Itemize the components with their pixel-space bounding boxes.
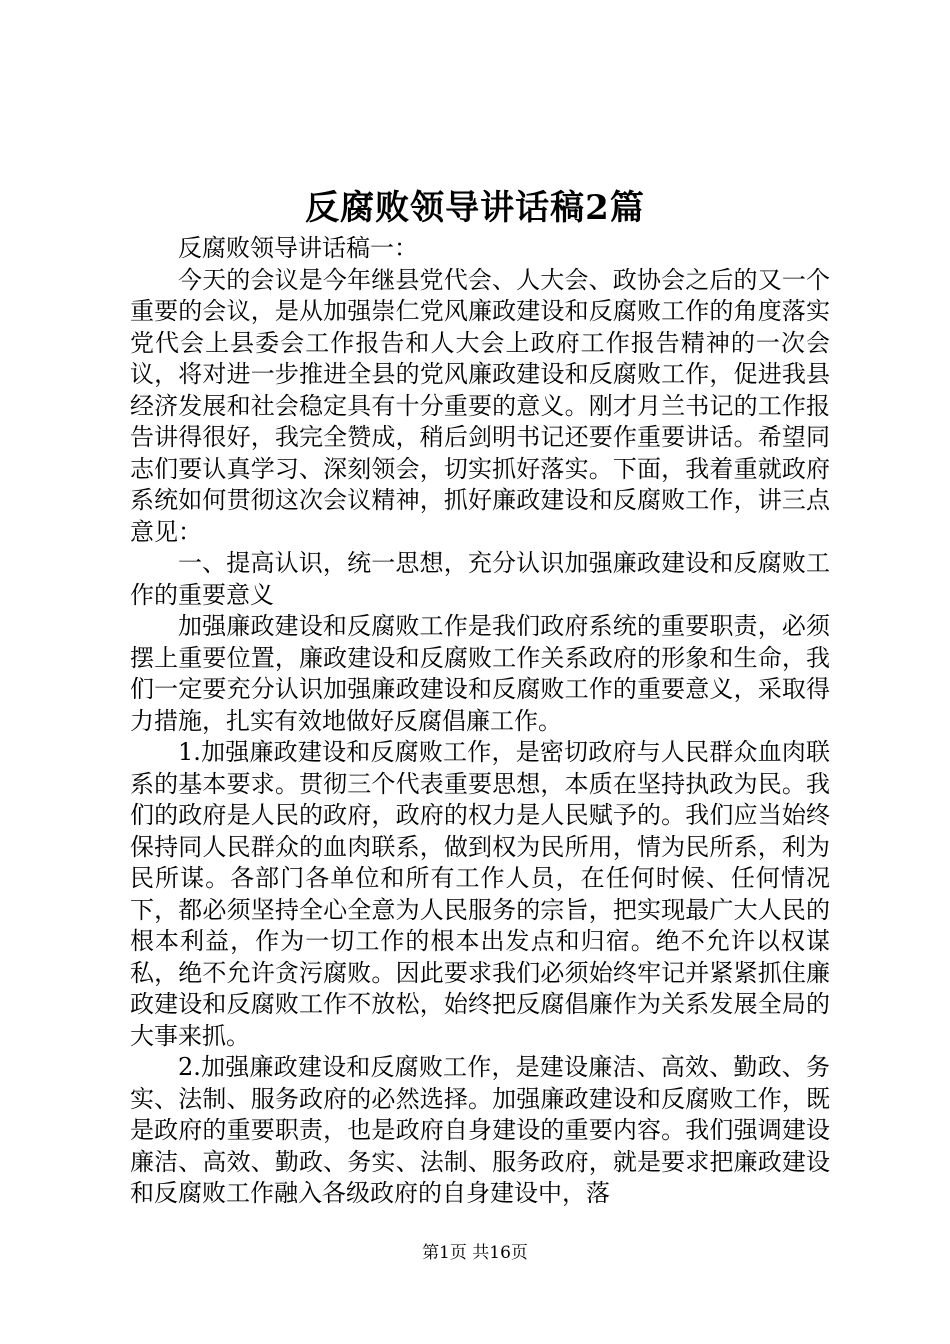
paragraph-opening: 今天的会议是今年继县党代会、人大会、政协会之后的又一个重要的会议，是从加强崇仁党风廉政建设和反腐败工作的角度落实党代会上县委会工作报告和人大会上政府工作报告精神的一次会议，将对进一步推进全县的党风廉政建设和反腐败工作，促进我县经济发展和社会稳定具有十分重要的意义。刚才月兰书记的工作报告讲得很好，我完全赞成，稍后剑明书记还要作重要讲话。希望同志们要认真学习、深刻领会，切实抓好落实。下面，我着重就政府系统如何贯彻这次会议精神，抓好廉政建设和反腐败工作，讲三点意见： [130, 265, 830, 546]
document-title: 反腐败领导讲话稿2篇 [305, 188, 645, 228]
document-body [130, 233, 830, 1210]
paragraph-item-2: 2.加强廉政建设和反腐败工作，是建设廉洁、高效、勤政、务实、法制、服务政府的必然选择。加强廉政建设和反腐败工作，既是政府的重要职责，也是政府自身建设的重要内容。我们强调建设廉洁、高效、勤政、务实、法制、服务政府，就是要求把廉政建设和反腐败工作融入各级政府的自身建设中，落 [130, 1053, 830, 1207]
paragraph-item-1: 1.加强廉政建设和反腐败工作，是密切政府与人民群众血肉联系的基本要求。贯彻三个代表重要思想，本质在坚持执政为民。我们的政府是人民的政府，政府的权力是人民赋予的。我们应当始终保持同人民群众的血肉联系，做到权为民所用，情为民所系，利为民所谋。各部门各单位和所有工作人员，在任何时候、任何情况下，都必须坚持全心全意为人民服务的宗旨，把实现最广大人民的根本利益，作为一切工作的根本出发点和归宿。绝不允许以权谋私，绝不允许贪污腐败。因此要求我们必须始终牢记并紧紧抓住廉政建设和反腐败工作不放松，始终把反腐倡廉作为关系发展全局的大事来抓。 [130, 738, 830, 1050]
paragraph-point-one-body: 加强廉政建设和反腐败工作是我们政府系统的重要职责，必须摆上重要位置，廉政建设和反腐败工作关系政府的形象和生命，我们一定要充分认识加强廉政建设和反腐败工作的重要意义，采取得力措施，扎实有效地做好反腐倡廉工作。 [130, 612, 830, 735]
page-footer: 第1页 共16页 [422, 1243, 528, 1263]
paragraph-point-one-heading: 一、提高认识，统一思想，充分认识加强廉政建设和反腐败工作的重要意义 [130, 549, 830, 609]
paragraph-section-heading: 反腐败领导讲话稿一： [178, 234, 418, 262]
